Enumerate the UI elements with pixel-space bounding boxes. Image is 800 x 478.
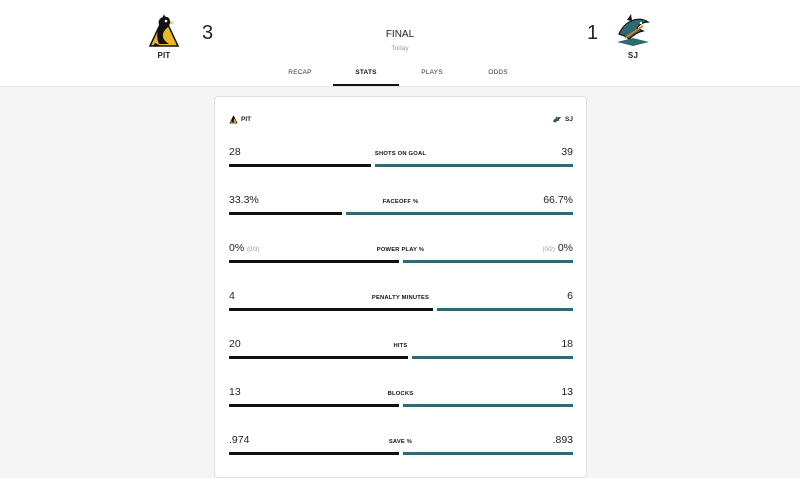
home-score: 3 bbox=[202, 22, 214, 44]
game-date: Today bbox=[391, 45, 409, 52]
away-score: 1 bbox=[587, 22, 599, 44]
sharks-logo-icon bbox=[603, 12, 663, 48]
stat-comparison-bar bbox=[229, 260, 573, 263]
stat-away-bar bbox=[346, 212, 573, 215]
stat-home-number: 4 bbox=[229, 290, 235, 302]
stat-home-number: 33.3% bbox=[229, 194, 259, 206]
stat-label: BLOCKS bbox=[387, 391, 414, 397]
stat-away-value bbox=[543, 194, 573, 206]
home-team[interactable] bbox=[134, 12, 194, 60]
stats-home-team bbox=[229, 115, 251, 124]
stat-away-bar bbox=[403, 452, 573, 455]
stat-away-bar bbox=[412, 356, 573, 359]
stat-away-number: 18 bbox=[561, 338, 573, 350]
stat-away-bar bbox=[403, 404, 573, 407]
stat-away-bar bbox=[437, 308, 573, 311]
tab-recap[interactable]: RECAP bbox=[288, 69, 312, 76]
stat-label: FACEOFF % bbox=[382, 199, 419, 205]
stat-away-value bbox=[553, 434, 573, 446]
stat-label: SHOTS ON GOAL bbox=[374, 151, 427, 157]
stat-home-number: .974 bbox=[229, 434, 250, 446]
stats-away-abbr: SJ bbox=[565, 116, 573, 123]
sharks-mini-icon bbox=[552, 115, 562, 124]
stat-home-number: 13 bbox=[229, 386, 241, 398]
stat-row bbox=[215, 285, 586, 333]
stat-home-bar bbox=[229, 404, 399, 407]
team-stats-card bbox=[214, 96, 587, 478]
stat-home-number: 28 bbox=[229, 146, 241, 158]
stat-away-value bbox=[561, 386, 573, 398]
stat-label: POWER PLAY % bbox=[376, 247, 425, 253]
stat-comparison-bar bbox=[229, 164, 573, 167]
stat-away-number: 0% bbox=[557, 242, 573, 254]
stat-comparison-bar bbox=[229, 212, 573, 215]
stat-away-number: .893 bbox=[552, 434, 573, 446]
stats-card-header bbox=[215, 97, 586, 141]
stat-home-number: 0% bbox=[229, 242, 245, 254]
stat-label: SAVE % bbox=[388, 439, 413, 445]
stat-away-number: 13 bbox=[561, 386, 573, 398]
stat-list bbox=[215, 141, 586, 477]
stat-row bbox=[215, 237, 586, 285]
tab-stats[interactable]: STATS bbox=[333, 62, 399, 86]
penguins-mini-icon bbox=[229, 115, 238, 124]
stat-away-bar bbox=[403, 260, 573, 263]
stat-row bbox=[215, 381, 586, 429]
stat-home-detail: (0/3) bbox=[247, 247, 260, 253]
stat-home-bar bbox=[229, 452, 399, 455]
stat-away-value bbox=[543, 242, 573, 254]
stats-home-abbr: PIT bbox=[241, 116, 252, 123]
stat-home-bar bbox=[229, 308, 433, 311]
away-team[interactable] bbox=[603, 12, 663, 60]
stat-away-number: 66.7% bbox=[543, 194, 573, 206]
stat-home-bar bbox=[229, 356, 408, 359]
status-label: FINAL bbox=[385, 29, 415, 40]
tab-plays[interactable]: PLAYS bbox=[421, 69, 443, 76]
stat-comparison-bar bbox=[229, 356, 573, 359]
stat-away-value bbox=[561, 146, 573, 158]
home-team-abbr: PIT bbox=[157, 51, 171, 60]
stat-home-bar bbox=[229, 212, 342, 215]
stat-row bbox=[215, 189, 586, 237]
stat-away-value bbox=[567, 290, 573, 302]
stat-comparison-bar bbox=[229, 308, 573, 311]
game-status bbox=[340, 29, 460, 52]
stats-away-team bbox=[552, 115, 573, 124]
stat-label: PENALTY MINUTES bbox=[371, 295, 430, 301]
away-team-abbr: SJ bbox=[627, 51, 639, 60]
stat-row bbox=[215, 333, 586, 381]
stat-away-detail: (0/2) bbox=[542, 247, 555, 253]
stat-away-bar bbox=[375, 164, 573, 167]
stat-away-number: 39 bbox=[561, 146, 573, 158]
stat-home-number: 20 bbox=[229, 338, 241, 350]
stat-row bbox=[215, 429, 586, 477]
stat-comparison-bar bbox=[229, 452, 573, 455]
stat-comparison-bar bbox=[229, 404, 573, 407]
stat-home-bar bbox=[229, 260, 399, 263]
tab-odds[interactable]: ODDS bbox=[488, 69, 508, 76]
game-header bbox=[0, 0, 800, 87]
penguins-logo-icon bbox=[134, 12, 194, 48]
stat-away-number: 6 bbox=[567, 290, 573, 302]
stat-away-value bbox=[561, 338, 573, 350]
game-tabs bbox=[267, 62, 531, 86]
stat-row bbox=[215, 141, 586, 189]
stat-label: HITS bbox=[393, 343, 408, 349]
stat-home-bar bbox=[229, 164, 371, 167]
